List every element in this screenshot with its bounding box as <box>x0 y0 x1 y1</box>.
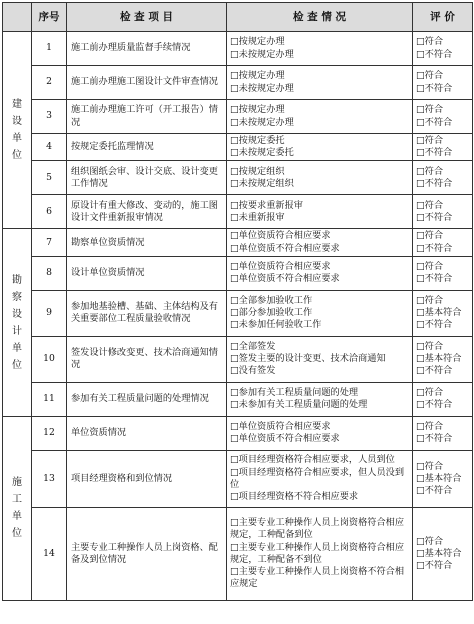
check-option-checkbox[interactable]: □签发主要的设计变更、技术洽商通知 <box>230 353 386 365</box>
evaluation-checkbox[interactable]: □符合 <box>416 387 444 399</box>
check-options <box>227 229 413 256</box>
check-option-checkbox[interactable]: □未参加有关工程质量问题的处理 <box>230 399 368 411</box>
check-option-checkbox[interactable]: □主要专业工种操作人员上岗资格符合相应规定，工种配备不到位 <box>230 541 405 565</box>
evaluation-checkbox[interactable]: □符合 <box>416 261 444 273</box>
check-option-checkbox[interactable]: □单位资质符合相应要求 <box>230 261 331 273</box>
evaluation-checkbox[interactable]: □不符合 <box>416 273 453 285</box>
evaluation-options <box>413 32 473 66</box>
group-label-char: 单 <box>12 511 22 523</box>
header-check: 检 查 情 况 <box>227 3 413 32</box>
evaluation-checkbox[interactable]: □不符合 <box>416 319 453 331</box>
evaluation-checkbox[interactable]: □不符合 <box>416 48 453 60</box>
check-options <box>227 134 413 161</box>
evaluation-checkbox[interactable]: □符合 <box>416 460 444 472</box>
check-item: 原设计有重大修改、变动的，施工图设计文件重新报审情况 <box>67 195 227 229</box>
evaluation-options <box>413 256 473 290</box>
row-number: 1 <box>32 32 67 66</box>
evaluation-checkbox[interactable]: □符合 <box>416 135 444 146</box>
evaluation-checkbox[interactable]: □不符合 <box>416 433 453 445</box>
evaluation-options <box>413 382 473 416</box>
check-options <box>227 336 413 382</box>
group-label-char: 设 <box>12 308 22 320</box>
check-options <box>227 290 413 336</box>
evaluation-checkbox[interactable]: □不符合 <box>416 116 453 128</box>
group-label-char: 位 <box>12 528 22 540</box>
table-row <box>3 256 473 290</box>
evaluation-options <box>413 229 473 256</box>
check-option-checkbox[interactable]: □项目经理资格符合相应要求，人员到位 <box>230 454 395 466</box>
evaluation-options <box>413 195 473 229</box>
check-item: 组织图纸会审、设计交底、设计变更工作情况 <box>67 161 227 195</box>
group-label-char: 建 <box>12 99 22 111</box>
check-option-checkbox[interactable]: □未按规定办理 <box>230 82 294 94</box>
check-option-checkbox[interactable]: □全部签发 <box>230 341 276 352</box>
row-number: 4 <box>32 134 67 161</box>
check-option-checkbox[interactable]: □未按规定委托 <box>230 147 294 159</box>
group-label-char: 位 <box>12 359 22 371</box>
evaluation-checkbox[interactable]: □不符合 <box>416 147 453 159</box>
check-option-checkbox[interactable]: □未按规定办理 <box>230 116 294 128</box>
evaluation-checkbox[interactable]: □符合 <box>416 70 444 82</box>
check-option-checkbox[interactable]: □按要求重新报审 <box>230 199 303 211</box>
evaluation-checkbox[interactable]: □不符合 <box>416 484 453 496</box>
check-option-checkbox[interactable]: □单位资质不符合相应要求 <box>230 242 340 254</box>
header-item: 检 查 项 目 <box>67 3 227 32</box>
evaluation-checkbox[interactable]: □不符合 <box>416 211 453 223</box>
row-number: 11 <box>32 382 67 416</box>
check-options <box>227 382 413 416</box>
table-row <box>3 290 473 336</box>
group-label <box>3 416 32 600</box>
row-number: 9 <box>32 290 67 336</box>
check-option-checkbox[interactable]: □按规定办理 <box>230 70 285 82</box>
evaluation-checkbox[interactable]: □不符合 <box>416 365 453 377</box>
evaluation-checkbox[interactable]: □符合 <box>416 341 444 352</box>
check-option-checkbox[interactable]: □主要专业工种操作人员上岗资格符合相应规定，工种配备到位 <box>230 517 405 541</box>
check-item: 参加地基验槽、基础、主体结构及有关重要部位工程质量验收情况 <box>67 290 227 336</box>
evaluation-checkbox[interactable]: □不符合 <box>416 177 453 189</box>
row-number: 5 <box>32 161 67 195</box>
table-row <box>3 195 473 229</box>
row-number: 6 <box>32 195 67 229</box>
check-options <box>227 256 413 290</box>
table-row <box>3 382 473 416</box>
check-option-checkbox[interactable]: □未按规定办理 <box>230 48 294 60</box>
check-item: 勘察单位资质情况 <box>67 229 227 256</box>
inspection-table <box>2 2 473 601</box>
table-row <box>3 100 473 134</box>
group-label <box>3 32 32 229</box>
evaluation-options <box>413 336 473 382</box>
check-item: 签发设计修改变更、技术洽商通知情况 <box>67 336 227 382</box>
table-row <box>3 32 473 66</box>
evaluation-checkbox[interactable]: □符合 <box>416 421 444 433</box>
row-number: 14 <box>32 507 67 600</box>
group-label-char: 施 <box>12 477 22 489</box>
evaluation-options <box>413 507 473 600</box>
row-number: 8 <box>32 256 67 290</box>
table-row <box>3 450 473 507</box>
evaluation-options <box>413 450 473 507</box>
evaluation-checkbox[interactable]: □不符合 <box>416 399 453 411</box>
evaluation-checkbox[interactable]: □基本符合 <box>416 307 462 319</box>
row-number: 2 <box>32 66 67 100</box>
evaluation-checkbox[interactable]: □符合 <box>416 165 444 177</box>
check-option-checkbox[interactable]: □单位资质不符合相应要求 <box>230 273 340 285</box>
check-options <box>227 32 413 66</box>
row-number: 13 <box>32 450 67 507</box>
header-evaluation: 评 价 <box>413 3 473 32</box>
check-option-checkbox[interactable]: □单位资质不符合相应要求 <box>230 433 340 445</box>
evaluation-checkbox[interactable]: □基本符合 <box>416 547 462 559</box>
check-option-checkbox[interactable]: □项目经理资格不符合相应要求 <box>230 491 359 503</box>
check-item: 按规定委托监理情况 <box>67 134 227 161</box>
evaluation-checkbox[interactable]: □不符合 <box>416 82 453 94</box>
check-item: 设计单位资质情况 <box>67 256 227 290</box>
header-number: 序号 <box>32 3 67 32</box>
check-option-checkbox[interactable]: □主要专业工种操作人员上岗资格不符合相应规定 <box>230 566 405 590</box>
check-options <box>227 100 413 134</box>
row-number: 7 <box>32 229 67 256</box>
evaluation-options <box>413 100 473 134</box>
group-label-char: 工 <box>12 494 22 506</box>
group-label-char: 单 <box>12 342 22 354</box>
check-option-checkbox[interactable]: □按规定办理 <box>230 36 285 48</box>
check-option-checkbox[interactable]: □全部参加验收工作 <box>230 295 313 306</box>
table-row <box>3 161 473 195</box>
table-row <box>3 507 473 600</box>
check-option-checkbox[interactable]: □单位资质符合相应要求 <box>230 421 331 433</box>
evaluation-checkbox[interactable]: □符合 <box>416 104 444 116</box>
group-label-char: 单 <box>12 133 22 145</box>
evaluation-checkbox[interactable]: □不符合 <box>416 242 453 254</box>
check-option-checkbox[interactable]: □按规定办理 <box>230 104 285 116</box>
evaluation-checkbox[interactable]: □基本符合 <box>416 472 462 484</box>
table-row <box>3 336 473 382</box>
check-option-checkbox[interactable]: □未重新报审 <box>230 211 285 223</box>
row-number: 12 <box>32 416 67 450</box>
group-label-char: 计 <box>12 325 22 337</box>
check-item: 项目经理资格和到位情况 <box>67 450 227 507</box>
check-item: 主要专业工种操作人员上岗资格、配备及到位情况 <box>67 507 227 600</box>
check-item: 单位资质情况 <box>67 416 227 450</box>
check-item: 施工前办理施工许可（开工报告）情况 <box>67 100 227 134</box>
evaluation-options <box>413 290 473 336</box>
check-item: 参加有关工程质量问题的处理情况 <box>67 382 227 416</box>
check-option-checkbox[interactable]: □部分参加验收工作 <box>230 307 313 319</box>
header-blank <box>3 3 32 32</box>
group-label-char: 勘 <box>12 274 22 286</box>
check-options <box>227 507 413 600</box>
evaluation-options <box>413 134 473 161</box>
evaluation-options <box>413 66 473 100</box>
header-row <box>3 3 473 32</box>
evaluation-options <box>413 161 473 195</box>
check-option-checkbox[interactable]: □单位资质符合相应要求 <box>230 230 331 242</box>
group-label-char: 位 <box>12 150 22 162</box>
row-number: 3 <box>32 100 67 134</box>
table-row <box>3 66 473 100</box>
table-row <box>3 134 473 161</box>
group-label <box>3 229 32 416</box>
table-row <box>3 229 473 256</box>
check-options <box>227 66 413 100</box>
group-label-char: 设 <box>12 116 22 128</box>
evaluation-checkbox[interactable]: □符合 <box>416 295 444 306</box>
evaluation-checkbox[interactable]: □基本符合 <box>416 353 462 365</box>
check-options <box>227 450 413 507</box>
check-options <box>227 416 413 450</box>
evaluation-checkbox[interactable]: □符合 <box>416 199 444 211</box>
table-row <box>3 416 473 450</box>
evaluation-checkbox[interactable]: □符合 <box>416 36 444 48</box>
check-option-checkbox[interactable]: □项目经理资格符合相应要求，但人员没到位 <box>230 466 405 490</box>
check-option-checkbox[interactable]: □没有签发 <box>230 365 276 377</box>
check-item: 施工前办理施工图设计文件审查情况 <box>67 66 227 100</box>
evaluation-checkbox[interactable]: □符合 <box>416 535 444 547</box>
check-option-checkbox[interactable]: □参加有关工程质量问题的处理 <box>230 387 359 399</box>
check-options <box>227 161 413 195</box>
check-option-checkbox[interactable]: □未按规定组织 <box>230 177 294 189</box>
evaluation-checkbox[interactable]: □不符合 <box>416 559 453 571</box>
group-label-char: 察 <box>12 291 22 303</box>
check-item: 施工前办理质量监督手续情况 <box>67 32 227 66</box>
check-option-checkbox[interactable]: □按规定组织 <box>230 165 285 177</box>
evaluation-checkbox[interactable]: □符合 <box>416 230 444 242</box>
check-option-checkbox[interactable]: □按规定委托 <box>230 135 285 146</box>
check-options <box>227 195 413 229</box>
row-number: 10 <box>32 336 67 382</box>
check-option-checkbox[interactable]: □未参加任何验收工作 <box>230 319 322 331</box>
evaluation-options <box>413 416 473 450</box>
